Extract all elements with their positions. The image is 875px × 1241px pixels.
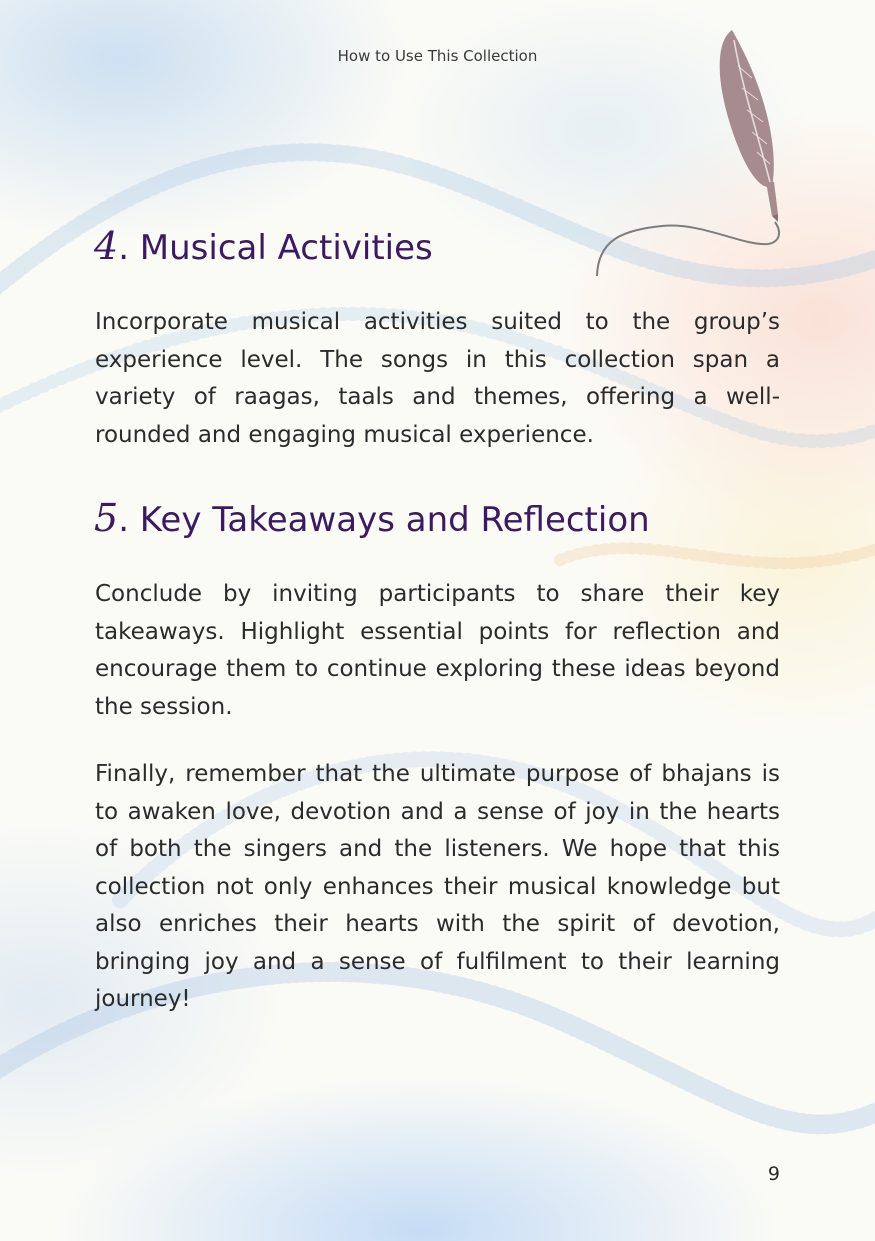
section-number: 5 bbox=[94, 496, 119, 540]
running-header: How to Use This Collection bbox=[337, 47, 538, 65]
body-paragraph: Conclude by inviting participants to share their key takeaways. Highlight essential points for reflection and encourage them to continue exploring these ideas beyond the session. bbox=[95, 581, 780, 720]
quill-pen-icon bbox=[592, 26, 792, 281]
section-heading-key-takeaways bbox=[94, 496, 650, 540]
section-title: . Musical Activities bbox=[118, 228, 433, 268]
closing-paragraph: Finally, remember that the ultimate purpose of bhajans is to awaken love, devotion and a sense of joy in the hearts of both the singers and the listeners. We hope that this collection not only enhances their musical knowledge but also enriches their hearts with the spirit of devotion, bringing joy and a sense of fulfilment to their learning journey! bbox=[95, 761, 780, 1012]
page-number: 9 bbox=[767, 1163, 780, 1185]
body-paragraph: Incorporate musical activities suited to the group’s experience level. The songs in this collection span a variety of raagas, taals and themes, offering a well-rounded and engaging musical experience. bbox=[95, 309, 780, 448]
section-number: 4 bbox=[94, 224, 119, 268]
section-heading-musical-activities bbox=[94, 224, 433, 268]
section-title: . Key Takeaways and Reflection bbox=[118, 500, 650, 540]
